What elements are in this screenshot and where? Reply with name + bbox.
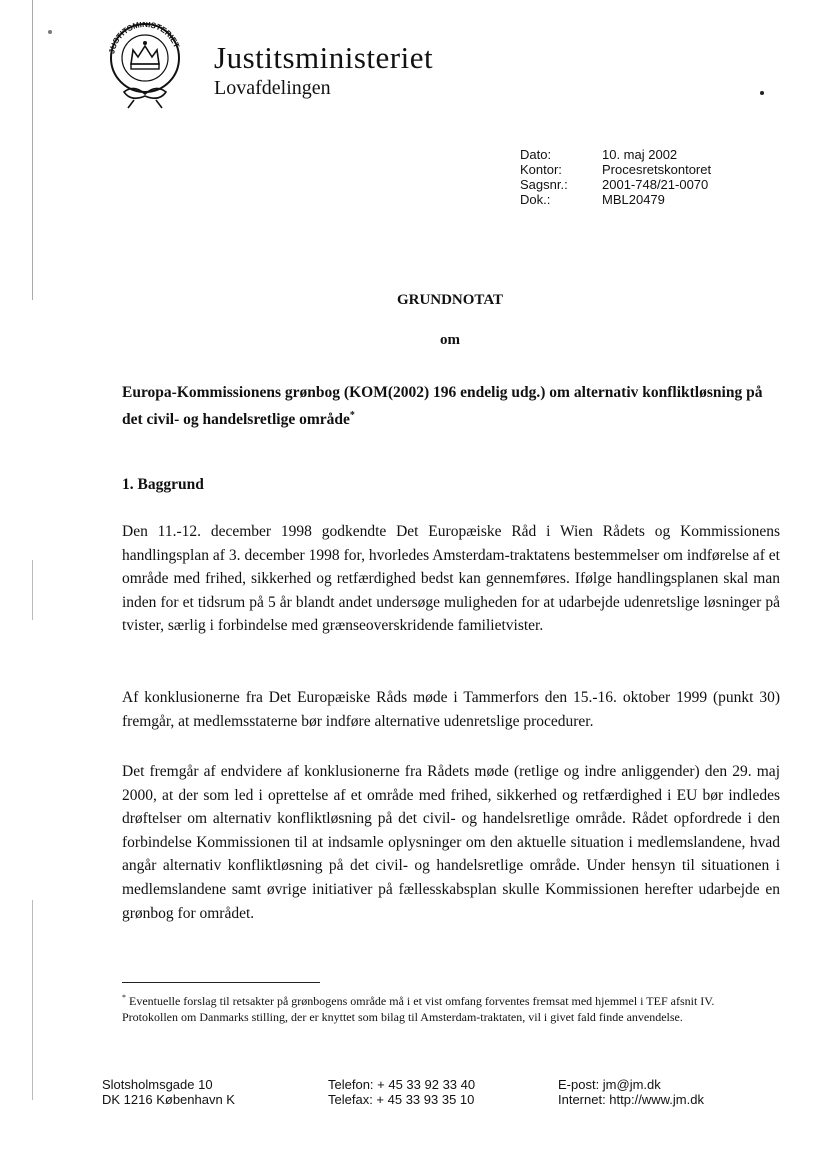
footnote-marker: * bbox=[122, 993, 126, 1002]
meta-row bbox=[520, 147, 711, 162]
scan-speck bbox=[48, 30, 52, 34]
scan-margin-line bbox=[32, 560, 33, 620]
meta-value: 10. maj 2002 bbox=[602, 147, 678, 162]
svg-text:JUSTITSMINISTERIET bbox=[107, 22, 181, 55]
paragraph: Den 11.-12. december 1998 godkendte Det Europæiske Råd i Wien Rådets og Kommissionens handlingsplan af 3. december 1998 for, hvorledes Amsterdam-traktatens bestemmelser om indførelse af et område med frihed, sikkerhed og retfærdighed bedst kan gennemføres. Ifølge handlingsplanen skal man inden for et tidsrum på 5 år blandt andet undersøge muligheden for at udarbejde udenretslige løsninger på tvister, særlig i forbindelse med grænseoverskridende familietvister. bbox=[122, 523, 780, 635]
document-meta bbox=[520, 147, 711, 207]
document-subject bbox=[122, 381, 782, 431]
section-heading: 1. Baggrund bbox=[122, 476, 204, 493]
department-name: Lovafdelingen bbox=[214, 77, 331, 99]
scan-speck bbox=[760, 91, 764, 95]
footer-contact bbox=[558, 1077, 704, 1107]
footnote-text: Eventuelle forslag til retsakter på grønbogens område må i et vist omfang forventes fremsat med hjemmel i TEF afsnit IV. Protokollen om Danmarks stilling, der er knyttet som bilag til Amsterdam-traktaten, vil i givet fald finde anvendelse. bbox=[122, 994, 715, 1024]
document-title: GRUNDNOTAT bbox=[396, 292, 504, 308]
meta-value: Procesretskontoret bbox=[602, 162, 712, 177]
address-street: Slotsholmsgade 10 bbox=[102, 1077, 213, 1092]
subject-text: Europa-Kommissionens grønbog (KOM(2002) 196 endelig udg.) om alternativ konfliktløsning på det civil- og handelsretlige område bbox=[122, 384, 763, 429]
meta-row bbox=[520, 177, 711, 192]
address-city: DK 1216 København K bbox=[102, 1092, 235, 1107]
seal-text: JUSTITSMINISTERIET bbox=[107, 22, 182, 55]
email-address: E-post: jm@jm.dk bbox=[558, 1077, 661, 1092]
fax-number: Telefax: + 45 33 93 35 10 bbox=[328, 1092, 475, 1107]
organization-name: Justitsministeriet bbox=[214, 40, 434, 75]
footnote-marker: * bbox=[349, 410, 355, 421]
footnote-divider bbox=[122, 982, 320, 983]
scan-margin-line bbox=[32, 0, 33, 300]
paragraph: Det fremgår af endvidere af konklusionerne fra Rådets møde (retlige og indre anliggender) den 29. maj 2000, at der som led i oprettelse af et område med frihed, sikkerhed og retfærdighed i EU bør indledes drøftelser om alternativ konfliktløsning på det civil- og handelsretlige område. Rådet opfordrede i den forbindelse Kommissionen til at indsamle oplysninger om den aktuelle situation i medlemslandene, hvad angår alternativ konfliktløsning på det civil- og handelsretlige område. Under hensyn til situationen i medlemslandene samt øvrige initiativer på fællesskabsplan skulle Kommissionen herefter udarbejde en grønbog for området. bbox=[122, 763, 780, 922]
meta-label: Dok.: bbox=[520, 192, 551, 207]
footnote bbox=[122, 990, 772, 1025]
meta-row bbox=[520, 162, 711, 177]
meta-label: Dato: bbox=[520, 147, 552, 162]
footer-address bbox=[102, 1077, 235, 1107]
meta-row bbox=[520, 192, 711, 207]
meta-value: 2001-748/21-0070 bbox=[602, 177, 709, 192]
footer-phone bbox=[328, 1077, 475, 1107]
document-subtitle: om bbox=[440, 332, 460, 348]
meta-value: MBL20479 bbox=[602, 192, 665, 207]
paragraph: Af konklusionerne fra Det Europæiske Råds møde i Tammerfors den 15.-16. oktober 1999 (punkt 30) fremgår, at medlemsstaterne bør indføre alternative udenretslige procedurer. bbox=[122, 689, 780, 730]
phone-number: Telefon: + 45 33 92 33 40 bbox=[328, 1077, 476, 1092]
crown-seal-logo bbox=[104, 22, 186, 110]
meta-label: Kontor: bbox=[520, 162, 562, 177]
website-address: Internet: http://www.jm.dk bbox=[558, 1092, 704, 1107]
meta-label: Sagsnr.: bbox=[520, 177, 568, 192]
scan-margin-line bbox=[32, 900, 33, 1100]
